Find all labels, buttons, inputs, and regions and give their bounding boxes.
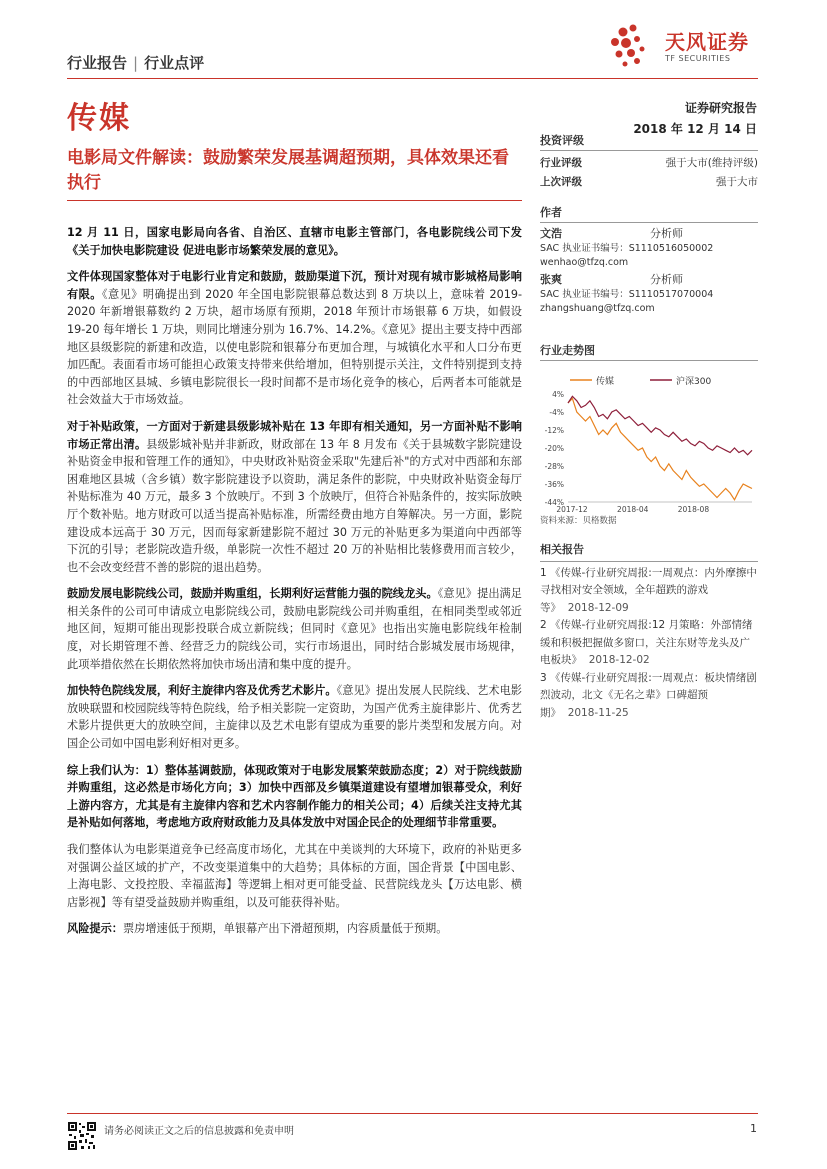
- category-label: 行业报告: [67, 54, 128, 72]
- trend-heading: 行业走势图: [540, 342, 758, 361]
- body-paragraph: [67, 224, 522, 259]
- sidebar: [540, 132, 758, 316]
- related-report-date: 2018-12-09: [567, 601, 629, 614]
- related-report-date: 2018-11-25: [567, 706, 629, 719]
- related-report-title[interactable]: 2 《传媒-行业研究周报:12 月策略：外部情绪缓和积极把握做多窗口，关注东财等龙头及广电板块》: [540, 619, 753, 666]
- category-separator: |: [133, 54, 139, 72]
- paragraph-text: 《意见》提出发展人民院线、艺术电影放映联盟和校园院线等特色院线，给予相关影院一定资助，为国产优秀主旋律影片、优秀艺术影片提供更大的放映空间，主旋律以及艺术电影有望成为重要的影片类型和发展方向。对国企公司如中国电影利好相对更多。: [67, 684, 522, 751]
- report-date: 2018 年 12 月 14 日: [633, 122, 757, 136]
- related-report-item[interactable]: [540, 670, 758, 723]
- related-report-item[interactable]: [540, 617, 758, 670]
- x-tick-label: 2017-12: [556, 505, 588, 514]
- rating-row: [540, 173, 758, 192]
- rating-value: 强于大市(维持评级): [665, 157, 758, 169]
- paragraph-text: 我们整体认为电影渠道竞争已经高度市场化，尤其在中美谈判的大环境下，政府的补贴更多对强调公益区域的扩产，不改变渠道集中的大趋势；具体标的方面，国企背景【中国电影、上海电影、文投控股、幸福蓝海】等逻辑上相对更可能受益、民营院线龙头【万达电影、横店影视】等有望受益鼓励并购重组，以及可能获得补贴。: [67, 843, 522, 909]
- risk-paragraph: [67, 920, 522, 938]
- rating-heading: 投资评级: [540, 132, 758, 151]
- rating-row: [540, 154, 758, 173]
- rating-label: 上次评级: [540, 176, 582, 188]
- industry-name: 传媒: [67, 101, 131, 136]
- body-paragraph: [67, 418, 522, 576]
- x-tick-label: 2018-08: [677, 505, 710, 514]
- paragraph-lead: 对于补贴政策，一方面对于新建县级影城补贴在 13 年即有相关通知，另一方面补贴不影响市场正常出清。: [67, 419, 522, 451]
- related-reports: [540, 541, 758, 722]
- body-paragraph: [67, 268, 522, 409]
- y-tick-label: -4%: [549, 408, 564, 417]
- report-category: [67, 52, 204, 73]
- legend-label: 沪深300: [676, 377, 712, 387]
- series-line: [568, 396, 752, 455]
- y-tick-label: -20%: [544, 444, 564, 453]
- paragraph-lead: 鼓励发展电影院线公司，鼓励并购重组，长期利好运营能力强的院线龙头。: [67, 587, 438, 601]
- footer-disclaimer[interactable]: 请务必阅读正文之后的信息披露和免责申明: [104, 1126, 294, 1137]
- related-report-title[interactable]: 1 《传媒-行业研究周报:一周观点：内外摩擦中寻找相对安全领域，全年超跌的游戏等》: [540, 566, 757, 614]
- analyst-name: 张爽: [540, 273, 562, 286]
- rating-value: 强于大市: [716, 176, 758, 188]
- paragraph-text: 县级影城补贴并非新政，财政部在 13 年 8 月发布《关于县城数字影院建设补贴资金申报和管理工作的通知》，中央财政补贴资金采取"先建后补"的方式对中西部和东部困难地区县城（含乡镇）数字影院建设予以资助，满足条件的影院，中央财政补贴资金每厅补贴标准为 40 万元，最多 3 个放映厅。不到 3 个放映厅，但符合补贴条件的，按实际放映厅个数补贴。地方财政可以适当提高补贴标准，所需经费由地方自筹解决。另一方面，影院建设成本远高于 30 万元，因而每家新建影院不超过 30 万元的补贴更多为渠道向中西部等下沉的引导；老影院改造升级，单影院一次性不超过 20 万的补贴相比装修费用而言较少，也不会改变经营不善的影院的退出趋势。: [67, 437, 522, 574]
- qr-code-icon: [67, 1121, 97, 1151]
- body-paragraph: [67, 841, 522, 911]
- trend-chart: [540, 364, 758, 514]
- report-title: 电影局文件解读：鼓励繁荣发展基调超预期，具体效果还看执行: [67, 148, 509, 193]
- paragraph-lead: 文件体现国家整体对于电影行业肯定和鼓励，鼓励渠道下沉，预计对现有城市影城格局影响有限。: [67, 270, 522, 301]
- title-divider: [67, 200, 522, 201]
- paragraph-text: 《意见》明确提出到 2020 年全国电影院银幕总数达到 8 万块以上，意味着 2019-2020 年新增银幕数约 2 万块，超市场原有预期，2018 年预计市场银幕 6 万块，如假设 19-20 每年增长 1 万块，则同比增速分别为 16.7%、14.2%。《意见》提出主要支持中西部地区县级影院的新建和改造，以使电影院和银幕分布更加合理，与城镇化水平和人口分布更加匹配。表面看市场可能担心政策支持带来供给增加，但特别提示关注，文件特别提到支持的中西部地区县城、乡镇电影院很长一段时间都不是市场化竞争的核心，后两者本可能就是社会效益大于市场效益。: [67, 287, 522, 407]
- analyst-email[interactable]: zhangshuang@tfzq.com: [540, 303, 655, 314]
- intro-text: 12 月 11 日，国家电影局向各省、自治区、直辖市电影主管部门，各电影院线公司下发《关于加快电影院建设 促进电影市场繁荣发展的意见》。: [67, 226, 522, 257]
- analyst-role: 分析师: [650, 273, 683, 286]
- paragraph-text: 《意见》提出满足相关条件的公司可申请成立电影院线公司，鼓励电影院线公司并购重组，在相同类型或邻近地区间，短期可能出现影投联合成立新院线；但同时《意见》也指出实施电影院线年检制度，对长期管理不善、经营乏力的院线公司，实行市场退出，同时结合影城发展市场规律，此项举措依然在长期依然将加快市场出清和集中度的提升。: [67, 587, 522, 671]
- x-tick-label: 2018-04: [617, 505, 649, 514]
- related-report-date: 2018-12-02: [588, 654, 650, 666]
- chart-source: 资料来源：贝格数据: [540, 516, 617, 526]
- analyst-card: [540, 226, 758, 270]
- analyst-cert: SAC 执业证书编号：S1110516050002: [540, 243, 714, 254]
- report-type: 证券研究报告: [684, 101, 757, 115]
- risk-label: 风险提示：: [67, 922, 123, 936]
- brand-name-cn: 天风证券: [665, 30, 749, 54]
- footer-divider: [67, 1113, 758, 1114]
- analyst-cert: SAC 执业证书编号：S1110517070004: [540, 289, 714, 300]
- header-divider: [67, 78, 758, 79]
- y-tick-label: -12%: [544, 426, 564, 435]
- analyst-name: 文浩: [540, 227, 562, 240]
- brand-name-en: TF SECURITIES: [665, 54, 731, 63]
- report-body: [67, 224, 522, 947]
- related-heading: 相关报告: [540, 541, 758, 562]
- y-tick-label: 4%: [552, 390, 564, 399]
- trend-chart-section: [540, 342, 758, 518]
- y-tick-label: -28%: [544, 462, 564, 471]
- analyst-email[interactable]: wenhao@tfzq.com: [540, 257, 629, 268]
- risk-text: 票房增速低于预期，单银幕产出下滑超预期，内容质量低于预期。: [122, 922, 448, 936]
- rating-label: 行业评级: [540, 157, 582, 169]
- paragraph-lead: 加快特色院线发展，利好主旋律内容及优秀艺术影片。: [67, 684, 337, 698]
- body-paragraph: [67, 585, 522, 673]
- analyst-card: [540, 272, 758, 316]
- y-tick-label: -36%: [544, 480, 564, 489]
- sub-category-label: 行业点评: [144, 54, 205, 72]
- related-report-title[interactable]: 3 《传媒-行业研究周报:一周观点：板块情绪剧烈波动，北文《无名之辈》口碑超预期》: [540, 671, 757, 719]
- y-tick-label: -44%: [544, 498, 564, 507]
- authors-heading: 作者: [540, 204, 758, 223]
- legend-label: 传媒: [596, 377, 615, 387]
- body-paragraph: [67, 762, 522, 832]
- related-report-item[interactable]: [540, 565, 758, 618]
- conclusion-text: 综上我们认为：1）整体基调鼓励，体现政策对于电影发展繁荣鼓励态度；2）对于院线鼓励并购重组，这必然是市场化方向；3）加快中西部及乡镇渠道建设有望增加银幕受众，利好上游内容方，尤其是有主旋律内容和艺术内容制作能力的相关公司；4）后续关注支持尤其是补贴如何落地，考虑地方政府财政能力及具体发放中对国企民企的处理细节非常重要。: [67, 763, 522, 830]
- page-number: 1: [750, 1122, 757, 1135]
- analyst-role: 分析师: [650, 227, 683, 240]
- body-paragraph: [67, 682, 522, 752]
